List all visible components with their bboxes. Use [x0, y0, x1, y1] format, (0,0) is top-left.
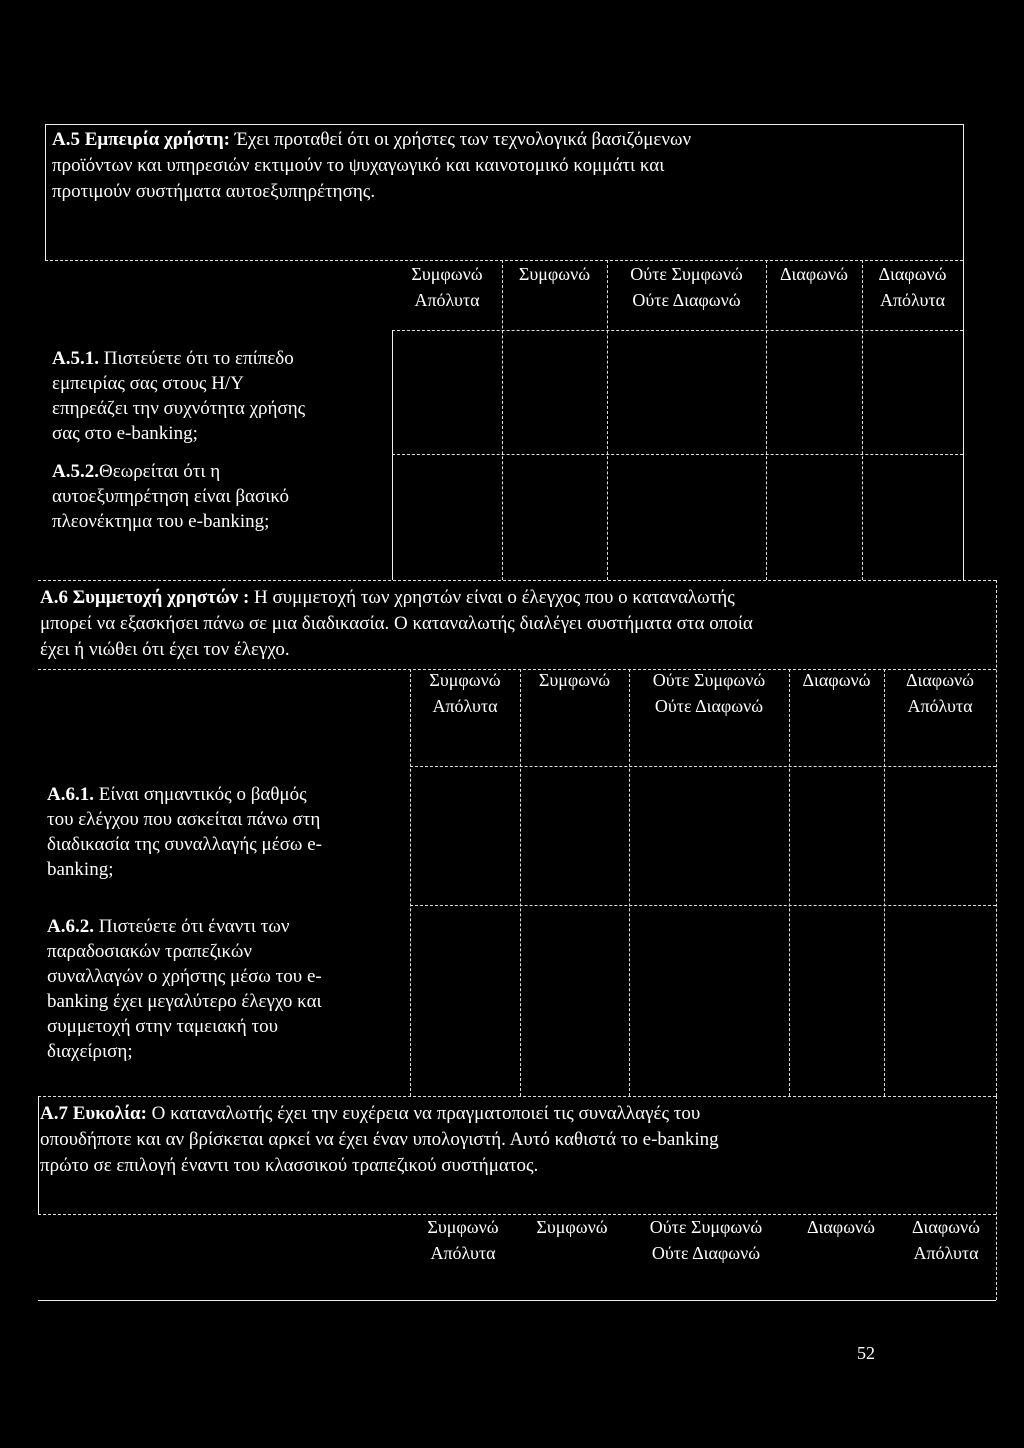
section-a7-line3: πρώτο σε επιλογή έναντι του κλασσικού τραπεζικού συστήματος. [40, 1155, 539, 1176]
scale-header-disagree: Διαφωνώ [802, 670, 871, 690]
section-a5-title: Α.5 Εμπειρία χρήστη: [52, 129, 230, 150]
section-a5-line3: προτιμούν συστήματα αυτοεξυπηρέτησης. [52, 181, 376, 202]
section-a5-intro [52, 127, 957, 205]
question-a5-2: Α.5.2.Θεωρείται ότι η αυτοεξυπηρέτηση είναι βασικό πλεονέκτημα του e-banking; [52, 461, 289, 532]
scale-header-neutral: Ούτε Συμφωνώ Ούτε Διαφωνώ [649, 1217, 763, 1263]
scale-header-agree: Συμφωνώ [536, 1217, 608, 1237]
scale-header-agree: Συμφωνώ [518, 264, 591, 284]
scale-header-strongly-disagree: Διαφωνώ Απόλυτα [911, 1217, 981, 1263]
section-a6-line2: μπορεί να εξασκήσει πάνω σε μια διαδικασία. Ο καταναλωτής διαλέγει συστήματα στα οποία [40, 613, 753, 634]
scale-header-neutral: Ούτε Συμφωνώ Ούτε Διαφωνώ [652, 670, 766, 716]
section-a6-intro [40, 585, 995, 663]
page-number: 52 [857, 1343, 875, 1363]
scale-header-agree: Συμφωνώ [538, 670, 611, 690]
section-a6-line1: Η συμμετοχή των χρηστών είναι ο έλεγχος που ο καταναλωτής [249, 587, 735, 608]
scale-header-disagree: Διαφωνώ [806, 1217, 876, 1237]
scale-header-disagree: Διαφωνώ [779, 264, 849, 284]
section-a7-line2: οπουδήποτε και αν βρίσκεται αρκεί να έχει έναν υπολογιστή. Αυτό καθιστά το e-banking [40, 1129, 719, 1150]
scale-header-strongly-agree: Συμφωνώ Απόλυτα [411, 264, 483, 310]
scale-header-neutral: Ούτε Συμφωνώ Ούτε Διαφωνώ [630, 264, 743, 310]
scale-header-strongly-disagree: Διαφωνώ Απόλυτα [905, 670, 975, 716]
section-a5-line1: Έχει προταθεί ότι οι χρήστες των τεχνολογικά βασιζόμενων [229, 129, 692, 150]
question-a6-2: Α.6.2. Πιστεύετε ότι έναντι των παραδοσιακών τραπεζικών συναλλαγών ο χρήστης μέσω του e- banking έχει μεγαλύτερο έλεγχο και συμμετοχή στην ταμειακή του διαχείριση; [47, 916, 322, 1062]
scale-header-strongly-agree: Συμφωνώ Απόλυτα [427, 1217, 499, 1263]
section-a6-title: Α.6 Συμμετοχή χρηστών : [40, 587, 250, 608]
scale-header-strongly-agree: Συμφωνώ Απόλυτα [429, 670, 501, 716]
section-a7-title: Α.7 Ευκολία: [40, 1103, 147, 1124]
section-a7-intro [40, 1101, 995, 1179]
section-a6-line3: έχει ή νιώθει ότι έχει τον έλεγχο. [40, 639, 290, 660]
question-a5-1: Α.5.1. Πιστεύετε ότι το επίπεδο εμπειρίας σας στους Η/Υ επηρεάζει την συχνότητα χρήσης σας στο e-banking; [52, 348, 306, 444]
section-a5-line2: προϊόντων και υπηρεσιών εκτιμούν το ψυχαγωγικό και καινοτομικό κομμάτι και [52, 155, 665, 176]
question-a6-1: Α.6.1. Είναι σημαντικός ο βαθμός του ελέγχου που ασκείται πάνω στη διαδικασία της συναλλαγής μέσω e- banking; [47, 784, 322, 880]
section-a7-line1: Ο καταναλωτής έχει την ευχέρεια να πραγματοποιεί τις συναλλαγές του [146, 1103, 701, 1124]
scale-header-strongly-disagree: Διαφωνώ Απόλυτα [878, 264, 947, 310]
